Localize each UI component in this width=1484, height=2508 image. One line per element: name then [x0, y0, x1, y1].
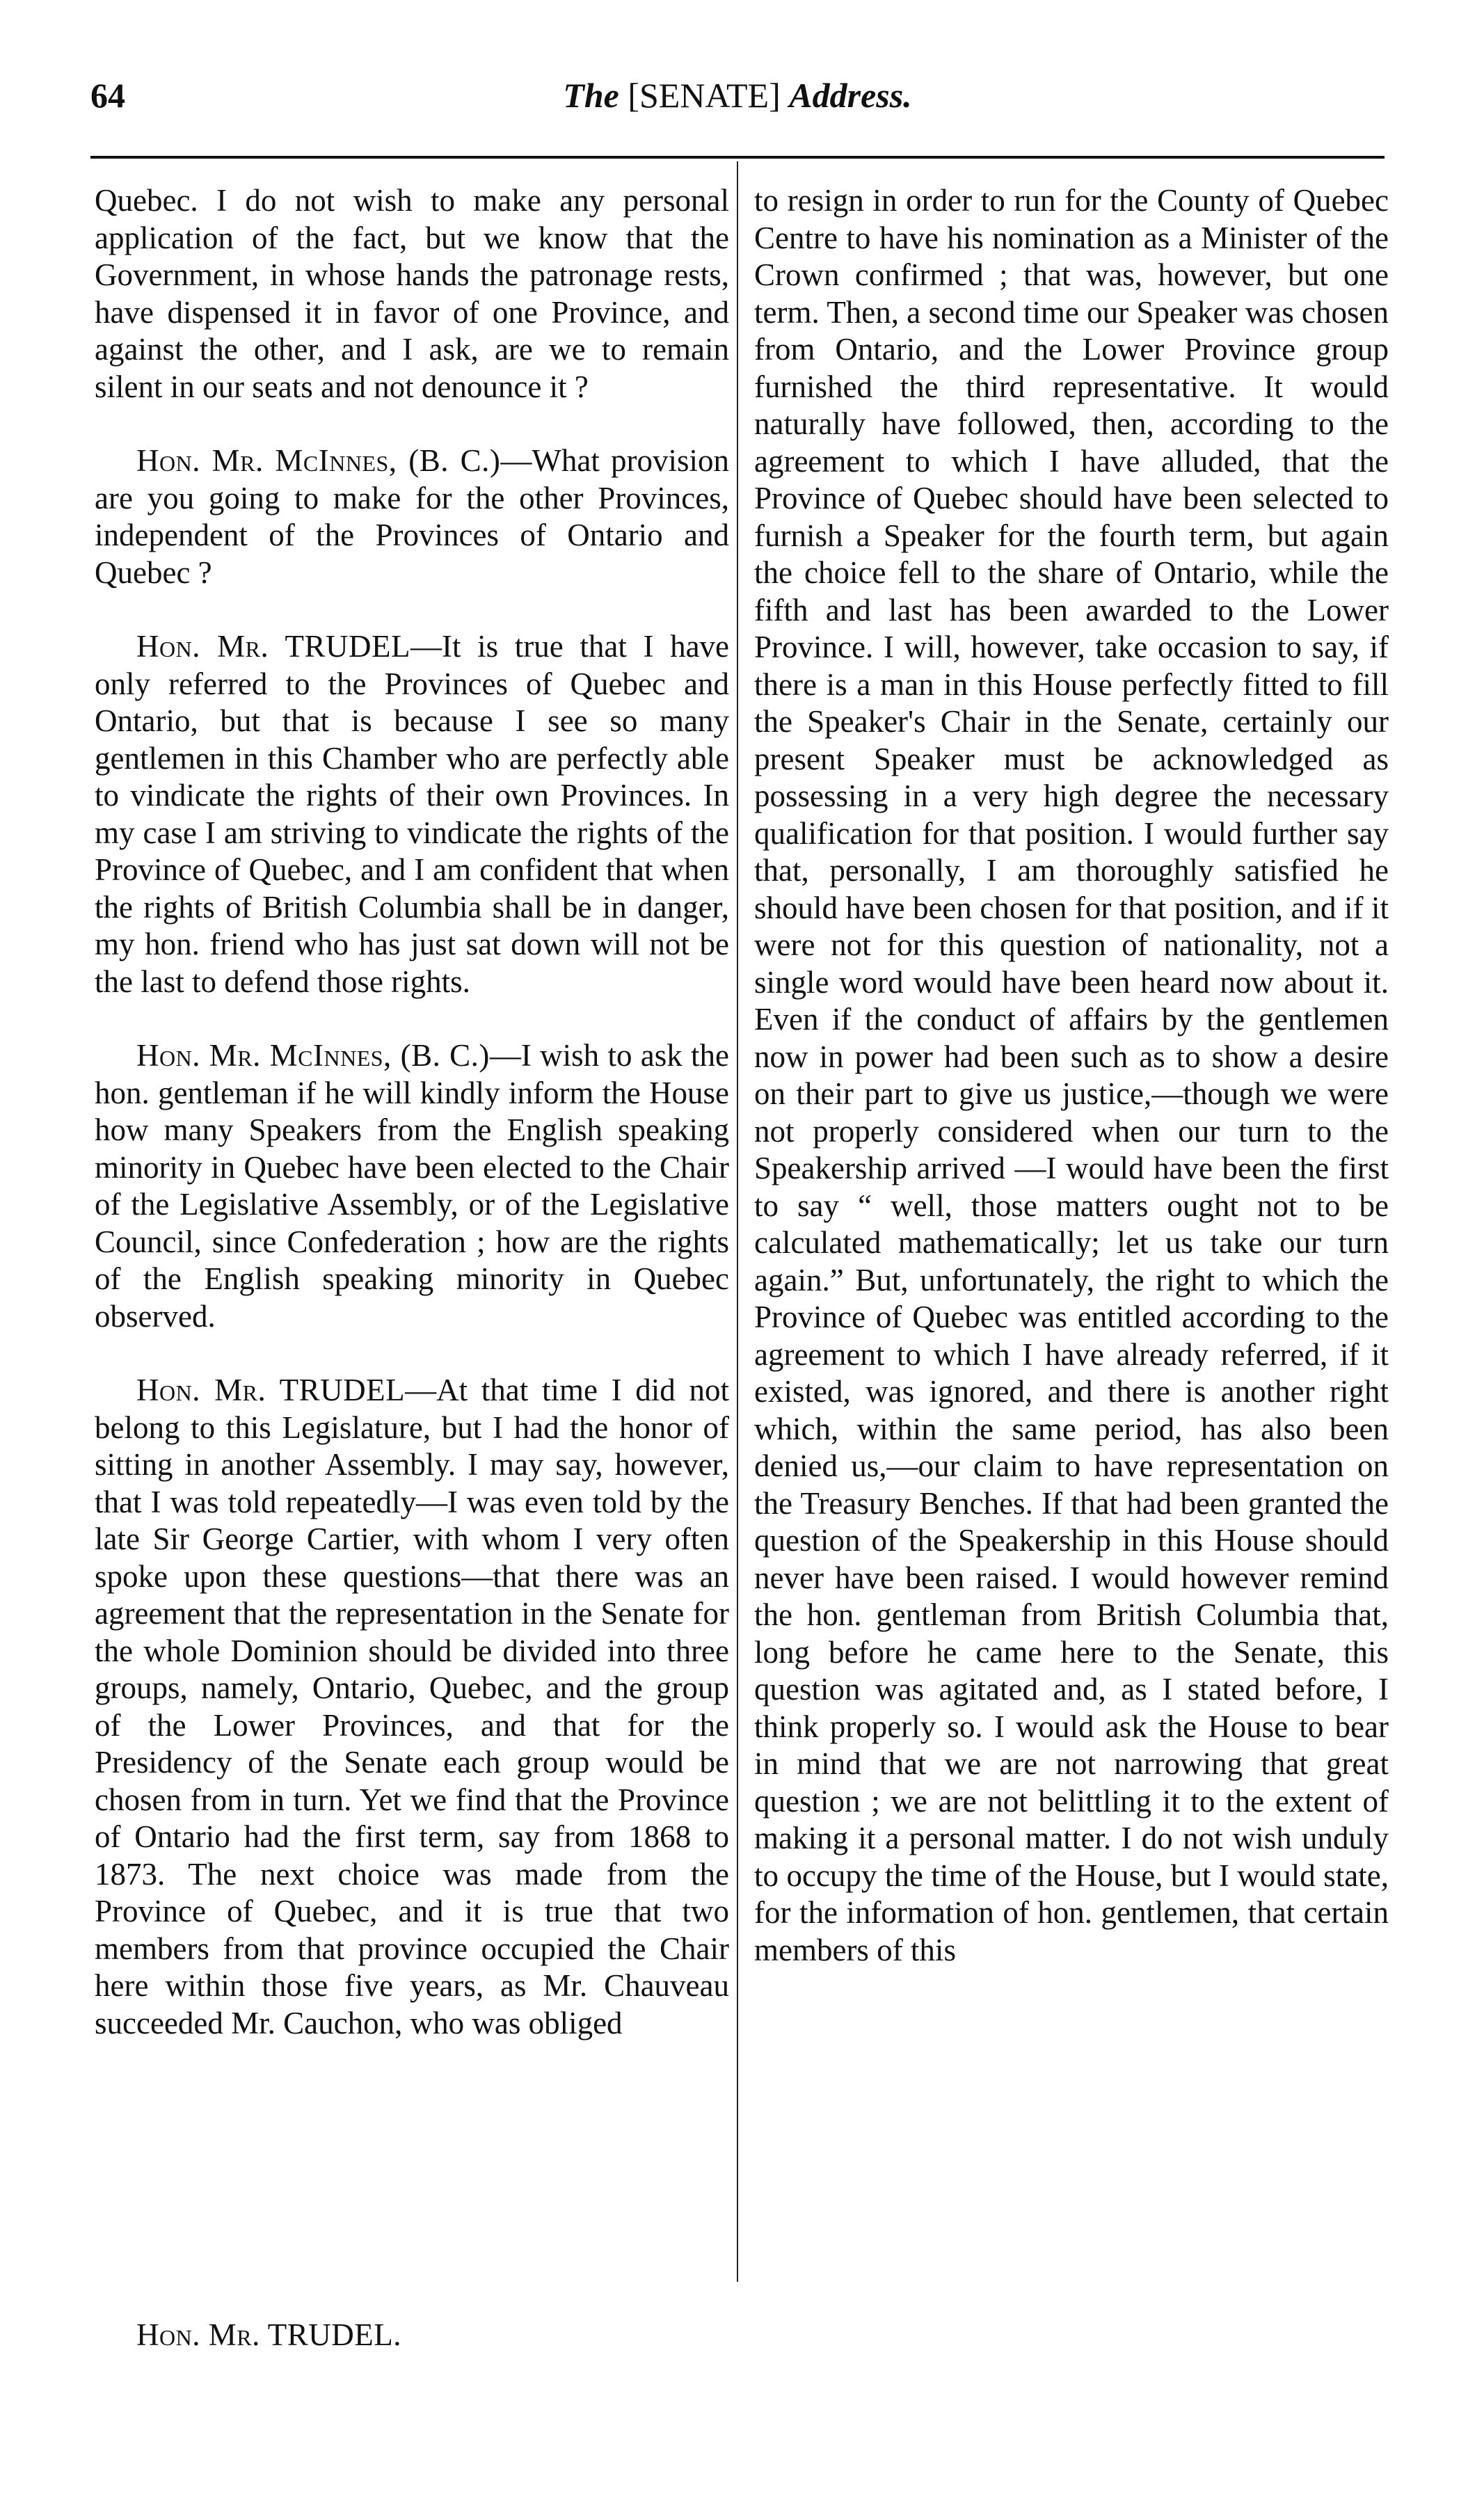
- paragraph: [95, 182, 729, 406]
- speech-paragraph: [95, 442, 729, 591]
- page-number: 64: [90, 76, 125, 115]
- running-title-address: Address.: [789, 76, 912, 115]
- catchword-speaker: Hon. Mr. TRUDEL.: [136, 2317, 401, 2352]
- speech-text: —It is true that I have only referred to the Provinces of Quebec and Ontario, but that is because I see so many gentlemen in this Chamber who are perfectly able to vindicate the rights of their own Provinces. In my case I am striving to vindicate the rights of the Province of Quebec, and I am confident that when the rights of British Columbia shall be in danger, my hon. friend who has just sat down will not be the last to defend those rights.: [95, 629, 730, 999]
- speech-text: —I wish to ask the hon. gentleman if he will kindly inform the House how many Speakers from the English speaking minority in Quebec have been elected to the Chair of the Legislative Assembly, or of the Legislative Council, since Confederation ; how are the rights of the English speaking minority in Quebec observed.: [95, 1038, 729, 1334]
- speech-text: —At that time I did not belong to this Legislature, but I had the honor of sitting in another Assembly. I may say, however, that I was told repeatedly—I was even told by the late Sir George Cartier, with whom I very often spoke upon these questions—that there was an agreement that the representation in the Senate for the whole Dominion should be divided into three groups, namely, Ontario, Quebec, and the group of the Lower Provinces, and that for the Presidency of the Senate each group would be chosen from in turn. Yet we find that the Province of Ontario had the first term, say from 1868 to 1873. The next choice was made from the Province of Quebec, and it is true that two members from that province occupied the Chair here within those five years, as Mr. Chauveau succeeded Mr. Cauchon, who was obliged: [95, 1373, 729, 2040]
- speaker-name: Hon. Mr. TRUDEL: [136, 1373, 406, 1407]
- running-header: [90, 67, 1385, 122]
- speech-paragraph: [95, 1372, 729, 2042]
- speaker-name: Hon. Mr. TRUDEL: [136, 629, 410, 664]
- right-column: [754, 182, 1389, 1969]
- speech-text: —What provision are you going to make for the other Provinces, independent of the Provinces of Ontario and Quebec ?: [95, 443, 730, 590]
- running-title-the: The: [563, 76, 619, 115]
- speech-paragraph: [95, 628, 729, 1000]
- left-column: [95, 182, 729, 2042]
- column-divider: [737, 161, 738, 2282]
- paragraph: [754, 182, 1389, 1969]
- header-rule: [90, 156, 1385, 159]
- catchword: [136, 2317, 401, 2354]
- speaker-name: Hon. Mr. McInnes, (B. C.): [136, 1038, 490, 1073]
- running-title-senate: [SENATE]: [628, 76, 781, 115]
- speaker-name: Hon. Mr. McInnes, (B. C.): [136, 443, 501, 478]
- running-title: [90, 75, 1385, 115]
- paragraph-text: Quebec. I do not wish to make any personal application of the fact, but we know that the Government, in whose hands the patronage rests, have dispensed it in favor of one Province, and against the other, and I ask, are we to remain silent in our seats and not denounce it ?: [95, 183, 729, 404]
- paragraph-text: to resign in order to run for the County of Quebec Centre to have his nomination as a Minister of the Crown confirmed ; that was, however, but one term. Then, a second time our Speaker was chosen from Ontario, and the Lower Province group furnished the third representative. It would naturally have followed, then, according to the agreement to which I have alluded, that the Province of Quebec should have been selected to furnish a Speaker for the fourth term, but again the choice fell to the share of Ontario, while the fifth and last has been awarded to the Lower Province. I will, however, take occasion to say, if there is a man in this House perfectly fitted to fill the Speaker's Chair in the Senate, certainly our present Speaker must be acknowledged as possessing in a very high degree the necessary qualification for that position. I would further say that, personally, I am thoroughly satisfied he should have been chosen for that position, and if it were not for this question of nationality, not a single word would have been heard now about it. Even if the conduct of affairs by the gentlemen now in power had been such as to show a desire on their part to give us justice,—though we were not properly considered when our turn to the Speakership arrived —I would have been the first to say “ well, those matters ought not to be calculated mathematically; let us take our turn again.” But, unfortunately, the right to which the Province of Quebec was entitled according to the agreement to which I have already referred, if it existed, was ignored, and there is another right which, within the same period, has also been denied us,—our claim to have representation on the Treasury Benches. If that had been granted the question of the Speakership in this House should never have been raised. I would however remind the hon. gentleman from British Columbia that, long before he came here to the Senate, this question was agitated and, as I stated before, I think properly so. I would ask the House to bear in mind that we are not narrowing that great question ; we are not belittling it to the extent of making it a personal matter. I do not wish unduly to occupy the time of the House, but I would state, for the information of hon. gentlemen, that certain members of this: [754, 183, 1389, 1967]
- speech-paragraph: [95, 1037, 729, 1335]
